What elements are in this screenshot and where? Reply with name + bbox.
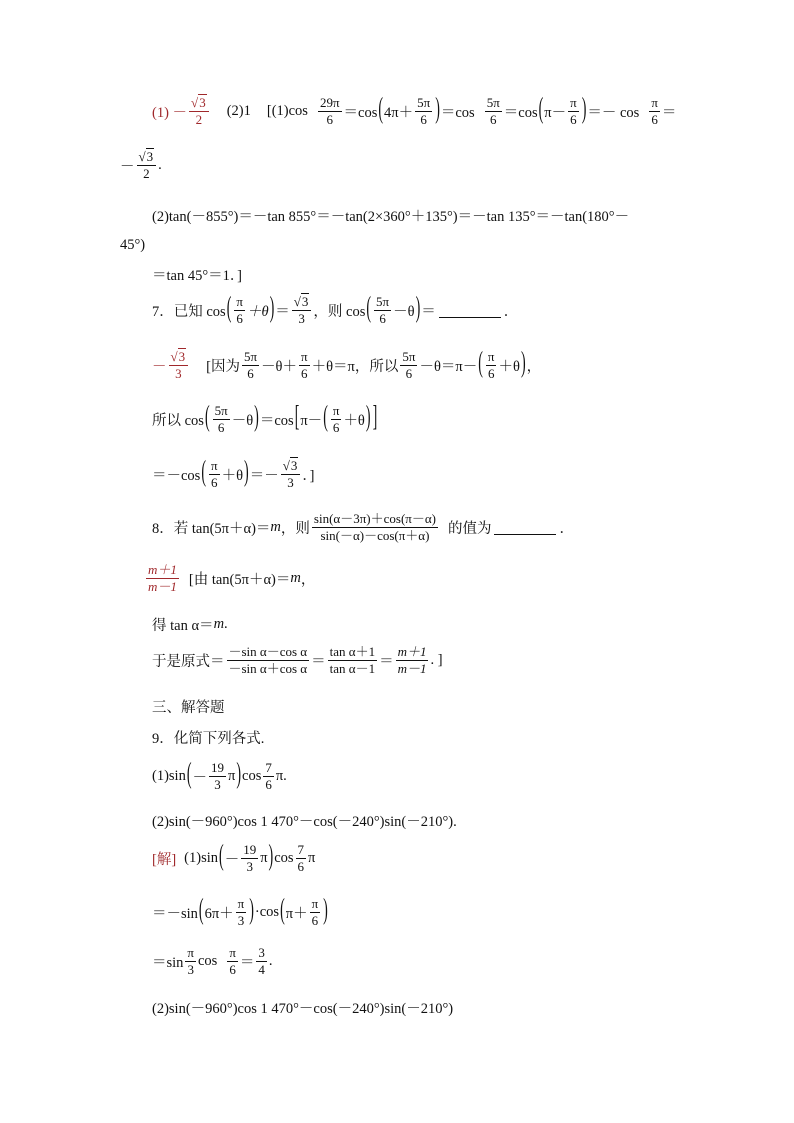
text: －	[192, 769, 208, 786]
text: ＝	[661, 104, 677, 121]
paren: (	[201, 457, 207, 489]
paren: )	[244, 457, 249, 489]
radicand: 3	[146, 149, 154, 164]
fraction-m-plus-1-over-m-minus-1	[146, 563, 179, 593]
solution-6-2-line	[152, 205, 629, 226]
fraction-sqrt3-over-3	[281, 459, 301, 489]
paren: )	[365, 402, 371, 434]
text: 于是原式＝	[152, 653, 225, 670]
fraction-5pi-6	[415, 96, 432, 126]
denominator: 6	[570, 111, 577, 127]
paren: (	[280, 895, 285, 927]
paren: (	[219, 841, 224, 873]
section-heading-3	[152, 696, 225, 717]
neg-sign: －	[172, 104, 188, 121]
question-9-1	[152, 761, 287, 791]
answer-7-line3	[152, 459, 314, 489]
denominator: －sin α＋cos α	[228, 660, 308, 676]
solution-open: [(1)cos	[266, 102, 308, 119]
text: π	[260, 849, 268, 866]
numerator: 5π	[486, 95, 500, 110]
text: 三、解答题	[152, 700, 225, 716]
text: 8．若 tan(5π＋α)＝	[152, 520, 271, 537]
text: π.	[275, 767, 287, 784]
text: ＝cos	[259, 412, 294, 429]
text: －θ	[231, 412, 254, 429]
denominator: 6	[247, 365, 254, 381]
text: －	[224, 851, 240, 868]
fraction-sqrt3-over-3	[292, 295, 312, 325]
radicand: 3	[301, 294, 309, 309]
denominator: 6	[217, 419, 225, 435]
paren: (	[204, 402, 210, 434]
denominator: m－1	[148, 578, 177, 594]
text: ＝－ cos	[587, 104, 640, 121]
numerator: π	[237, 896, 245, 911]
denominator: 6	[489, 111, 497, 127]
paren: )	[323, 895, 328, 927]
denominator: 6	[332, 419, 340, 435]
paren: (	[323, 402, 328, 434]
answer-7	[152, 350, 541, 380]
text: ＋θ	[343, 412, 365, 429]
fraction-pi-3	[185, 946, 196, 976]
denominator: 6	[297, 858, 305, 874]
text: π－	[300, 412, 323, 429]
text: －θ＋	[261, 358, 298, 375]
text: ＋θ	[221, 467, 244, 484]
numerator: m＋1	[148, 562, 177, 577]
answer-6-1	[152, 101, 187, 122]
denominator: 6	[301, 365, 308, 381]
paren: )	[236, 759, 242, 791]
text: 的值为	[447, 520, 492, 537]
denominator: 6	[211, 474, 218, 490]
numerator	[281, 459, 301, 475]
text: ＝	[421, 303, 436, 320]
fraction-19-3	[209, 761, 226, 791]
denominator: 3	[187, 961, 194, 977]
text: π－	[544, 104, 567, 121]
numerator	[292, 295, 312, 311]
text: ，则 cos	[313, 303, 366, 320]
paren: (	[198, 895, 204, 927]
paren: (	[186, 759, 192, 791]
text: ＝cos	[503, 104, 538, 121]
text: 所以 cos	[152, 412, 204, 429]
denominator: 6	[487, 365, 495, 381]
denominator: 3	[214, 776, 221, 792]
denominator: 6	[311, 912, 319, 928]
numerator: 5π	[376, 294, 390, 309]
solution-6-line2	[120, 150, 162, 180]
fraction-pi-6	[331, 404, 342, 434]
text: (1)sin	[184, 849, 219, 866]
paren: )	[520, 348, 526, 380]
text: (2)tan(－855°)＝－tan 855°＝－tan(2×360°＋135°)＝－tan 135°＝－tan(180°－	[152, 209, 630, 225]
paren: )	[581, 94, 587, 126]
fraction-pi-6	[227, 946, 238, 976]
numerator: 7	[265, 760, 272, 775]
text: ＝	[379, 653, 394, 670]
text: 4π＋	[384, 104, 414, 121]
numerator: π	[236, 294, 243, 309]
denominator: 6	[265, 776, 272, 792]
text: ＝tan 45°＝1．]	[152, 268, 242, 284]
text: ，	[300, 571, 316, 588]
denominator: 6	[651, 111, 658, 127]
denominator: 2	[143, 165, 150, 181]
numerator: 5π	[402, 349, 416, 364]
text: ＝	[275, 303, 290, 320]
text: π	[308, 849, 316, 866]
fraction-19-3	[241, 843, 258, 873]
text: 9．化简下列各式.	[152, 731, 265, 747]
text: (1)sin	[152, 767, 186, 784]
text: ．]	[302, 467, 315, 484]
sqrt-icon: √	[293, 294, 301, 309]
denominator: tan α－1	[329, 660, 376, 676]
answer-6-2: (2)1	[226, 102, 251, 119]
paren: )	[249, 895, 254, 927]
numerator: π	[651, 95, 658, 110]
numerator: m＋1	[397, 644, 427, 659]
fraction-5pi-6	[242, 350, 259, 380]
denominator: 6	[379, 310, 386, 326]
numerator: π	[301, 349, 308, 364]
text: . ]	[430, 651, 443, 668]
fraction-sqrt3-over-3	[169, 350, 189, 380]
text: [由 tan(5π＋α)＝	[188, 571, 291, 588]
paren: (	[538, 94, 544, 126]
numerator: －sin α－cos α	[228, 644, 308, 659]
text: m	[270, 518, 281, 535]
text: cos	[242, 767, 262, 784]
text: －θ	[393, 303, 415, 320]
fraction-pi-6	[310, 897, 321, 927]
neg-sign: －	[152, 358, 167, 375]
numerator: π	[187, 945, 194, 960]
numerator: π	[311, 896, 319, 911]
fraction-pi-6	[486, 350, 497, 380]
radicand: 3	[199, 95, 206, 110]
fraction-pi-3	[236, 897, 247, 927]
fraction-f1	[227, 645, 310, 675]
solution-6-2-line-cont	[120, 237, 145, 254]
text: ＝	[239, 954, 255, 971]
denominator: 6	[236, 310, 243, 326]
numerator: sin(α－3π)＋cos(π－α)	[313, 511, 436, 526]
solution-9-1-line2	[152, 897, 329, 927]
denominator: 3	[175, 365, 182, 381]
paren: )	[435, 94, 440, 126]
fraction-5pi-6	[485, 96, 502, 126]
fraction-sqrt3-over-2	[189, 96, 209, 126]
text: m	[290, 569, 301, 586]
text: ＋θ	[246, 303, 269, 320]
fraction-5pi-6	[213, 404, 230, 434]
numerator: 3	[258, 945, 265, 960]
sqrt-icon: √	[138, 149, 146, 164]
sqrt-icon: √	[191, 95, 199, 110]
denominator: m－1	[397, 660, 427, 676]
question-7	[152, 295, 518, 325]
text: π	[228, 767, 236, 784]
numerator	[169, 350, 189, 366]
numerator: π	[211, 458, 218, 473]
solution-6-2-result	[152, 264, 242, 285]
text: ＝sin	[152, 954, 184, 971]
denominator: 6	[229, 961, 236, 977]
fraction-f2	[328, 645, 377, 675]
text: cos	[274, 849, 294, 866]
fraction-5pi-6	[400, 350, 417, 380]
numerator: 7	[297, 842, 305, 857]
fraction-pi-6	[209, 459, 220, 489]
fraction-pi-6	[234, 295, 245, 325]
text: 得 tan α＝	[152, 618, 214, 634]
paren: (	[226, 293, 232, 325]
text: ·cos	[254, 903, 280, 920]
text: 45°)	[120, 237, 146, 253]
paren: (	[478, 348, 483, 380]
text: ，则	[280, 520, 310, 537]
fraction-7-6	[296, 843, 307, 873]
solution-9-1	[152, 843, 315, 873]
numerator: 5π	[417, 95, 431, 110]
paren: )	[269, 293, 275, 325]
fraction-f3	[396, 645, 429, 675]
label: (1)	[152, 104, 169, 121]
numerator: tan α＋1	[329, 644, 376, 659]
denominator: 6	[326, 111, 333, 127]
fraction-pi-6	[568, 96, 579, 126]
numerator: π	[487, 349, 495, 364]
denominator: 6	[405, 365, 413, 381]
paren: )	[254, 402, 259, 434]
text: 7．已知 cos	[152, 303, 226, 320]
numerator: π	[570, 95, 577, 110]
text: ＝－	[249, 467, 279, 484]
text: ＋θ＝π，所以	[311, 358, 399, 375]
text: (2)sin(－960°)cos 1 470°－cos(－240°)sin(－210°).	[152, 814, 457, 830]
paren: (	[378, 94, 384, 126]
solution-label: [解]	[152, 851, 177, 868]
answer-8-line2	[152, 614, 228, 635]
answer-8	[144, 563, 315, 593]
numerator	[137, 150, 157, 166]
text: ＝	[311, 653, 326, 670]
neg-sign: －	[120, 158, 135, 175]
question-9-2	[152, 810, 457, 831]
text: ．	[503, 303, 519, 320]
fraction-q8	[312, 512, 438, 542]
text: π＋	[285, 905, 308, 922]
answer-8-line3	[152, 645, 443, 675]
radicand: 3	[290, 458, 298, 473]
text: －θ＝π－	[419, 358, 478, 375]
text: ＝－sin	[152, 905, 198, 922]
answer-blank	[439, 303, 501, 318]
fraction-7-6	[263, 761, 274, 791]
text: (2)sin(－960°)cos 1 470°－cos(－240°)sin(－210°)	[152, 1001, 454, 1017]
denominator: 6	[420, 111, 427, 127]
numerator: 19	[243, 842, 257, 857]
numerator: π	[332, 403, 340, 418]
denominator: sin(－α)－cos(π＋α)	[320, 527, 430, 543]
fraction-29pi-6	[318, 96, 342, 126]
radicand: 3	[178, 349, 186, 364]
answer-blank	[494, 520, 556, 535]
fraction-pi-6	[649, 96, 660, 126]
text: [因为	[206, 358, 240, 375]
denominator: 3	[237, 912, 245, 928]
solution-9-2	[152, 997, 453, 1018]
text: ＝cos	[343, 104, 378, 121]
numerator: 5π	[243, 349, 258, 364]
text: 6π＋	[204, 905, 234, 922]
solution-9-1-line3	[152, 946, 273, 976]
denominator: 3	[298, 310, 305, 326]
text: .	[158, 156, 162, 173]
bracket: [	[294, 402, 300, 434]
question-8	[152, 512, 574, 542]
fraction-pi-6	[299, 350, 310, 380]
numerator	[189, 96, 209, 112]
text: cos	[198, 952, 218, 969]
fraction-sqrt3-over-2	[137, 150, 157, 180]
text: .	[224, 616, 228, 632]
denominator: 2	[195, 111, 203, 127]
answer-7-line2	[152, 404, 378, 434]
denominator: 3	[287, 474, 294, 490]
bracket: ]	[372, 402, 378, 434]
denominator: 4	[258, 961, 265, 977]
denominator: 3	[246, 858, 253, 874]
numerator: 19	[211, 760, 225, 775]
text: ＝cos	[440, 104, 475, 121]
text: ，	[526, 358, 542, 375]
numerator: π	[229, 945, 236, 960]
text: ．	[559, 520, 574, 537]
numerator: 29π	[319, 95, 340, 110]
sqrt-icon: √	[282, 458, 290, 473]
numerator: 5π	[214, 403, 228, 418]
paren: (	[366, 293, 372, 325]
fraction-5pi-6	[374, 295, 391, 325]
question-9	[152, 727, 264, 748]
paren: )	[415, 293, 421, 325]
text: .	[268, 952, 273, 969]
text: ＝－cos	[152, 467, 201, 484]
paren: )	[268, 841, 274, 873]
answer-6-line	[152, 96, 676, 126]
text: ＋θ	[498, 358, 520, 375]
fraction-3-4	[256, 946, 267, 976]
sqrt-icon: √	[170, 349, 178, 364]
text: m	[213, 616, 225, 632]
